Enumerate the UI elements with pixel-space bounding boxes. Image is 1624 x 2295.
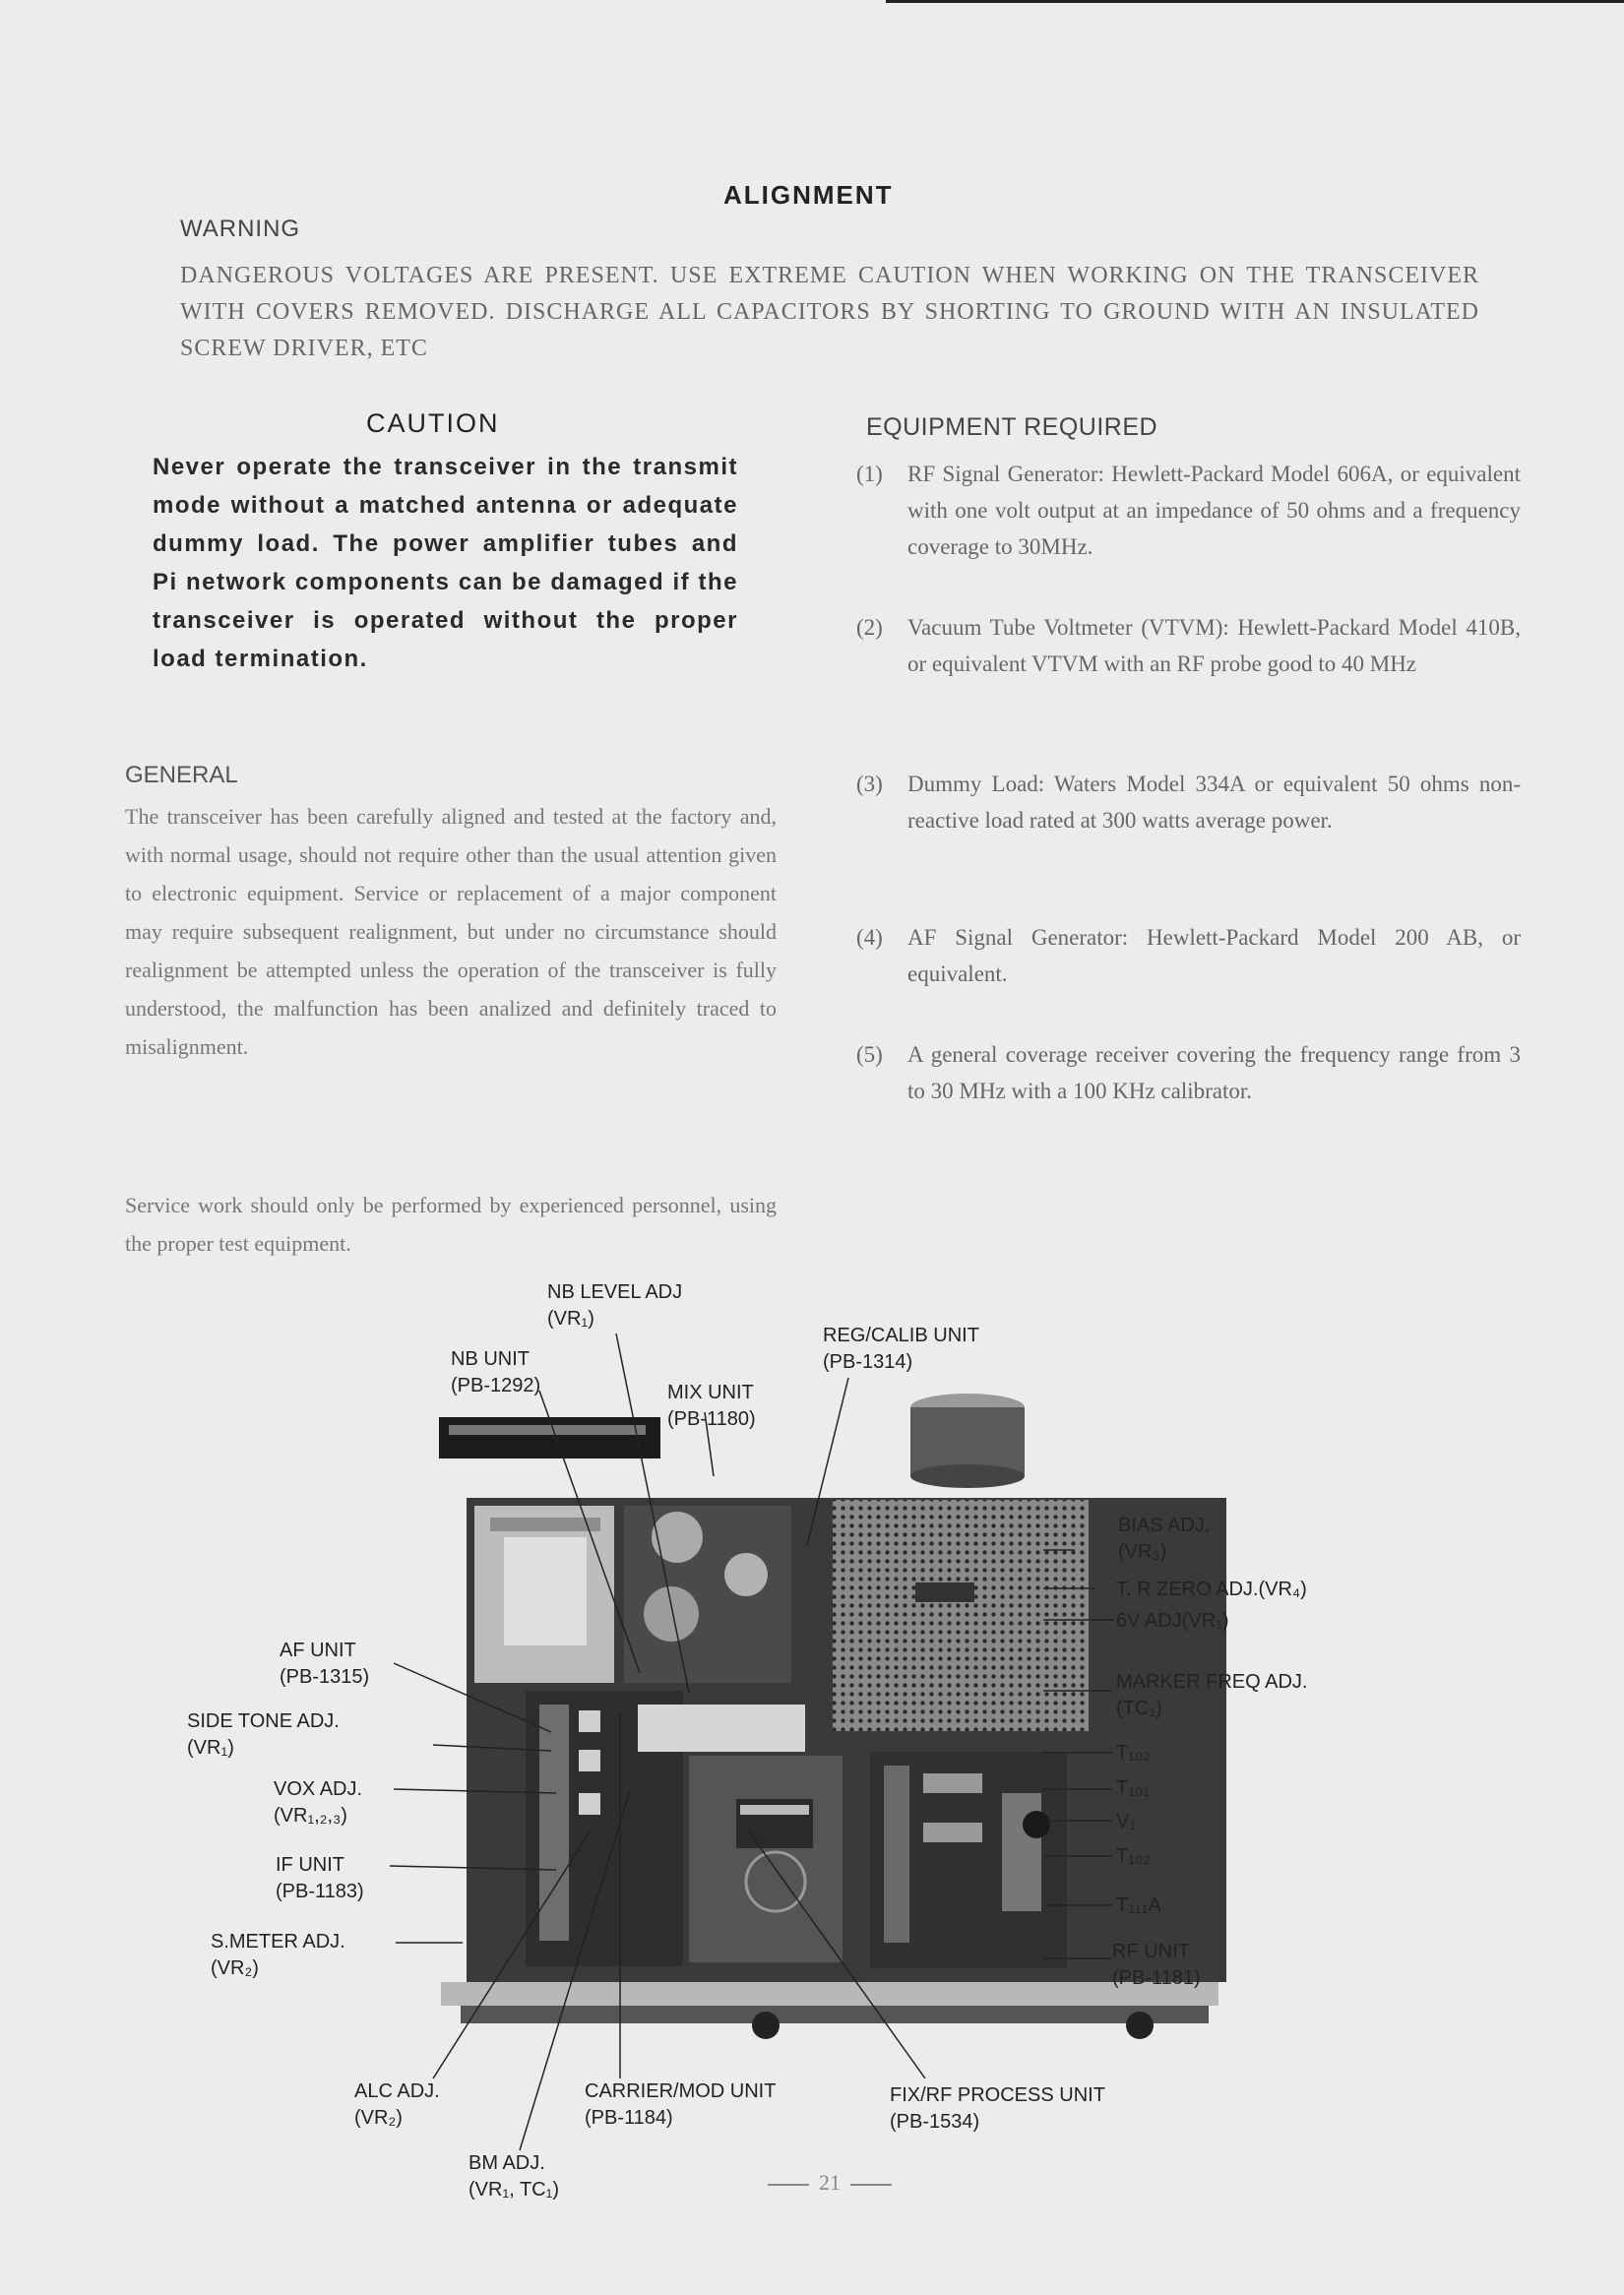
equipment-item-text: RF Signal Generator: Hewlett-Packard Model 606A, or equivalent with one volt output at an impedance of 50 ohms and a frequency coverage to 30MHz. xyxy=(907,462,1521,559)
equipment-item-number: (3) xyxy=(856,772,883,796)
label-carrier-mod-unit: CARRIER/MOD UNIT (PB-1184) xyxy=(585,2080,777,2129)
equipment-item-text: A general coverage receiver covering the frequency range from 3 to 30 MHz with a 100 KHz calibrator. xyxy=(907,1042,1521,1103)
label-bias-adj: BIAS ADJ. (VR₃) xyxy=(1118,1515,1211,1563)
label-nb-unit: NB UNIT (PB-1292) xyxy=(451,1348,541,1396)
label-side-tone-adj: SIDE TONE ADJ. (VR₁) xyxy=(187,1710,340,1759)
page-number xyxy=(758,2170,902,2196)
label-rf-unit: RF UNIT (PB-1181) xyxy=(1112,1941,1201,1989)
equipment-item-number: (2) xyxy=(856,615,883,640)
label-mix-unit: MIX UNIT (PB-1180) xyxy=(667,1382,756,1430)
equipment-heading: EQUIPMENT REQUIRED xyxy=(866,413,1158,441)
label-t101: T₁₀₁ xyxy=(1116,1777,1151,1799)
page-title: ALIGNMENT xyxy=(723,180,894,210)
general-paragraph-2: Service work should only be performed by experienced personnel, using the proper test equipment. xyxy=(125,1193,777,1256)
label-af-unit: AF UNIT (PB-1315) xyxy=(280,1640,370,1688)
equipment-item-text: Dummy Load: Waters Model 334A or equivalent 50 ohms non-reactive load rated at 300 watts average power. xyxy=(907,772,1521,833)
label-alc-adj: ALC ADJ. (VR₂) xyxy=(354,2080,440,2129)
label-fix-rf-process-unit: FIX/RF PROCESS UNIT (PB-1534) xyxy=(890,2084,1105,2133)
caution-body: Never operate the transceiver in the transmit mode without a matched antenna or adequate dummy load. The power amplifier tubes and Pi network components can be damaged if the transceiver is operated without the proper load termination. xyxy=(153,454,738,672)
label-v1: V₁ xyxy=(1116,1811,1137,1832)
caution-heading: CAUTION xyxy=(366,408,500,438)
label-t102-b: T₁₀₂ xyxy=(1116,1845,1152,1867)
equipment-item-number: (5) xyxy=(856,1042,883,1067)
warning-heading: WARNING xyxy=(180,216,301,242)
equipment-item-number: (4) xyxy=(856,925,883,950)
label-nb-level-adj: NB LEVEL ADJ (VR₁) xyxy=(547,1281,683,1330)
equipment-item-text: AF Signal Generator: Hewlett-Packard Model 200 AB, or equivalent. xyxy=(907,925,1521,986)
label-marker-freq-adj: MARKER FREQ ADJ. (TC₁) xyxy=(1116,1671,1308,1719)
label-6v-adj: 6V ADJ(VR₁) xyxy=(1116,1610,1229,1632)
label-s-meter-adj: S.METER ADJ. (VR₂) xyxy=(211,1931,345,1979)
equipment-item-number: (1) xyxy=(856,462,883,486)
equipment-item-text: Vacuum Tube Voltmeter (VTVM): Hewlett-Packard Model 410B, or equivalent VTVM with an RF probe good to 40 MHz xyxy=(907,615,1521,676)
label-tr-zero-adj: T. R ZERO ADJ.(VR₄) xyxy=(1116,1579,1307,1600)
label-if-unit: IF UNIT (PB-1183) xyxy=(276,1854,364,1902)
label-bm-adj: BM ADJ. (VR₁, TC₁) xyxy=(468,2152,560,2201)
general-paragraph-1: The transceiver has been carefully aligned and tested at the factory and, with normal usage, should not require other than the usual attention given to electronic equipment. Service or replacement of a major component may require subsequent realignment, but under no circumstance should realignment be attempted unless the operation of the transceiver is fully understood, the malfunction has been analized and definitely traced to misalignment. xyxy=(125,804,777,1059)
warning-body: DANGEROUS VOLTAGES ARE PRESENT. USE EXTREME CAUTION WHEN WORKING ON THE TRANSCEIVER WITH COVERS REMOVED. DISCHARGE ALL CAPACITORS BY SHORTING TO GROUND WITH AN INSULATED SCREW DRIVER, ETC xyxy=(180,263,1479,361)
label-vox-adj: VOX ADJ. (VR₁,₂,₃) xyxy=(274,1778,363,1827)
page-number-text: 21 xyxy=(819,2170,841,2195)
label-t111a: T₁₁₁A xyxy=(1116,1894,1161,1916)
general-heading: GENERAL xyxy=(125,762,238,788)
label-t102-a: T₁₀₂ xyxy=(1116,1742,1152,1764)
label-reg-calib-unit: REG/CALIB UNIT (PB-1314) xyxy=(823,1325,979,1373)
